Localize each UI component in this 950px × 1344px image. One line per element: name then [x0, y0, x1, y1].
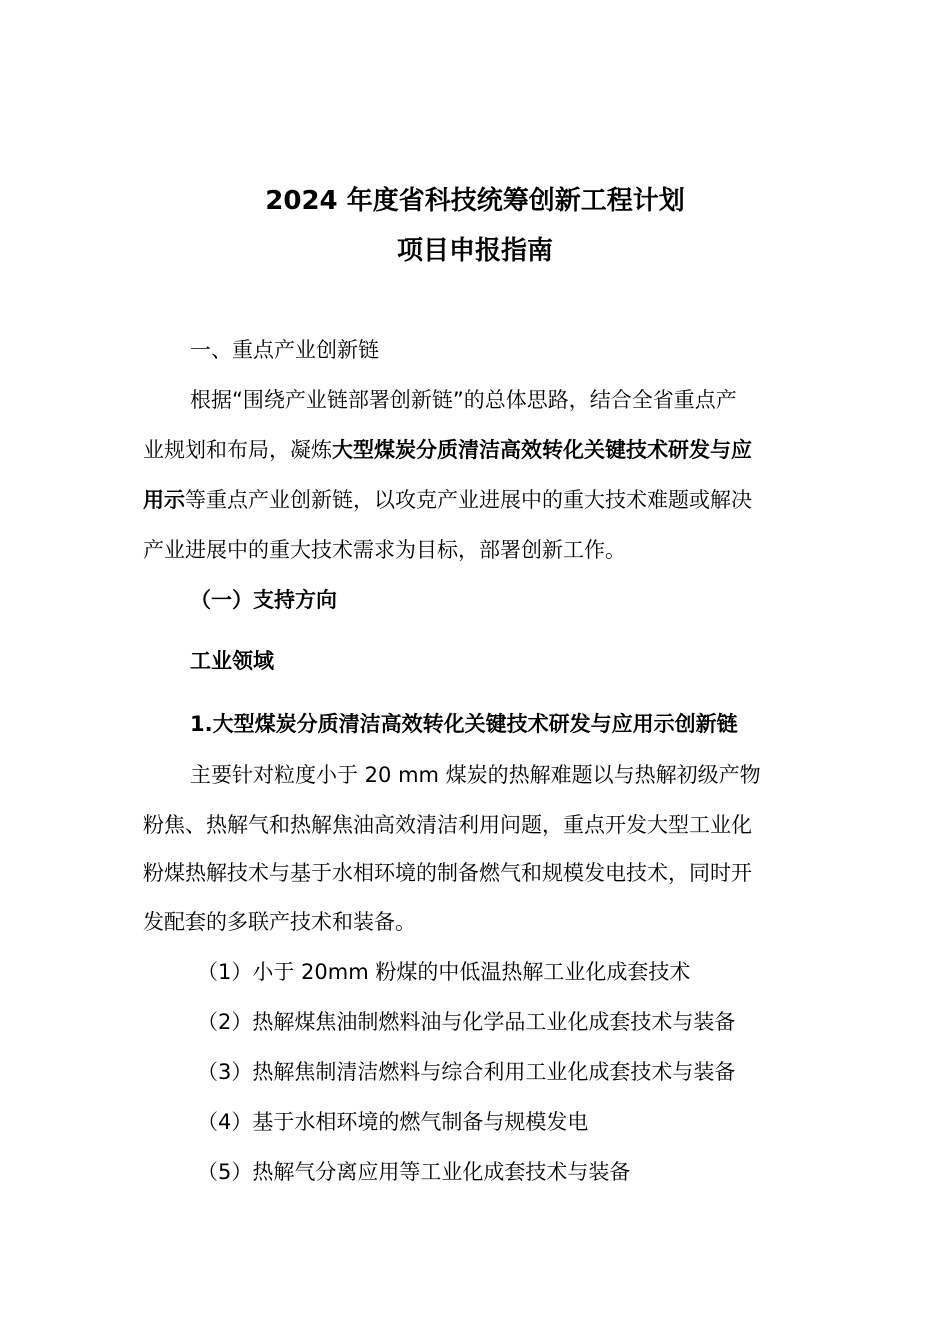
list-item: （4）基于水相环境的燃气制备与规模发电	[197, 1110, 589, 1134]
description-line-3: 粉煤热解技术与基于水相环境的制备燃气和规模发电技术，同时开	[143, 861, 752, 885]
intro-paragraph-line-2	[143, 435, 813, 465]
intro-paragraph-line-1: 根据“围绕产业链部署创新链”的总体思路，结合全省重点产	[190, 388, 737, 412]
subsection-heading: （一）支持方向	[190, 588, 337, 612]
intro-highlight: 大型煤炭分质清洁高效转化关键技术研发与应	[332, 438, 752, 462]
chain-title: 1.大型煤炭分质清洁高效转化关键技术研发与应用示创新链	[190, 712, 738, 736]
intro-text: 等重点产业创新链，以攻克产业进展中的重大技术难题或解决	[185, 488, 752, 512]
document-title-line-1: 2024 年度省科技统筹创新工程计划	[265, 186, 685, 216]
section-heading: 一、重点产业创新链	[190, 338, 379, 362]
intro-paragraph-line-4: 产业进展中的重大技术需求为目标，部署创新工作。	[143, 538, 626, 562]
intro-paragraph-line-3	[143, 485, 813, 515]
list-item: （2）热解煤焦油制燃料油与化学品工业化成套技术与装备	[197, 1010, 736, 1034]
description-line-4: 发配套的多联产技术和装备。	[143, 910, 416, 934]
intro-text: 业规划和布局，凝炼	[143, 438, 332, 462]
intro-highlight: 用示	[143, 488, 185, 512]
document-title-line-2: 项目申报指南	[396, 236, 553, 266]
list-item: （1）小于 20mm 粉煤的中低温热解工业化成套技术	[197, 960, 691, 984]
list-item: （5）热解气分离应用等工业化成套技术与装备	[197, 1160, 631, 1184]
list-item: （3）热解焦制清洁燃料与综合利用工业化成套技术与装备	[197, 1060, 736, 1084]
field-heading: 工业领域	[190, 649, 274, 673]
description-line-1: 主要针对粒度小于 20 mm 煤炭的热解难题以与热解初级产物	[190, 763, 761, 787]
description-line-2: 粉焦、热解气和热解焦油高效清洁利用问题，重点开发大型工业化	[143, 813, 752, 837]
